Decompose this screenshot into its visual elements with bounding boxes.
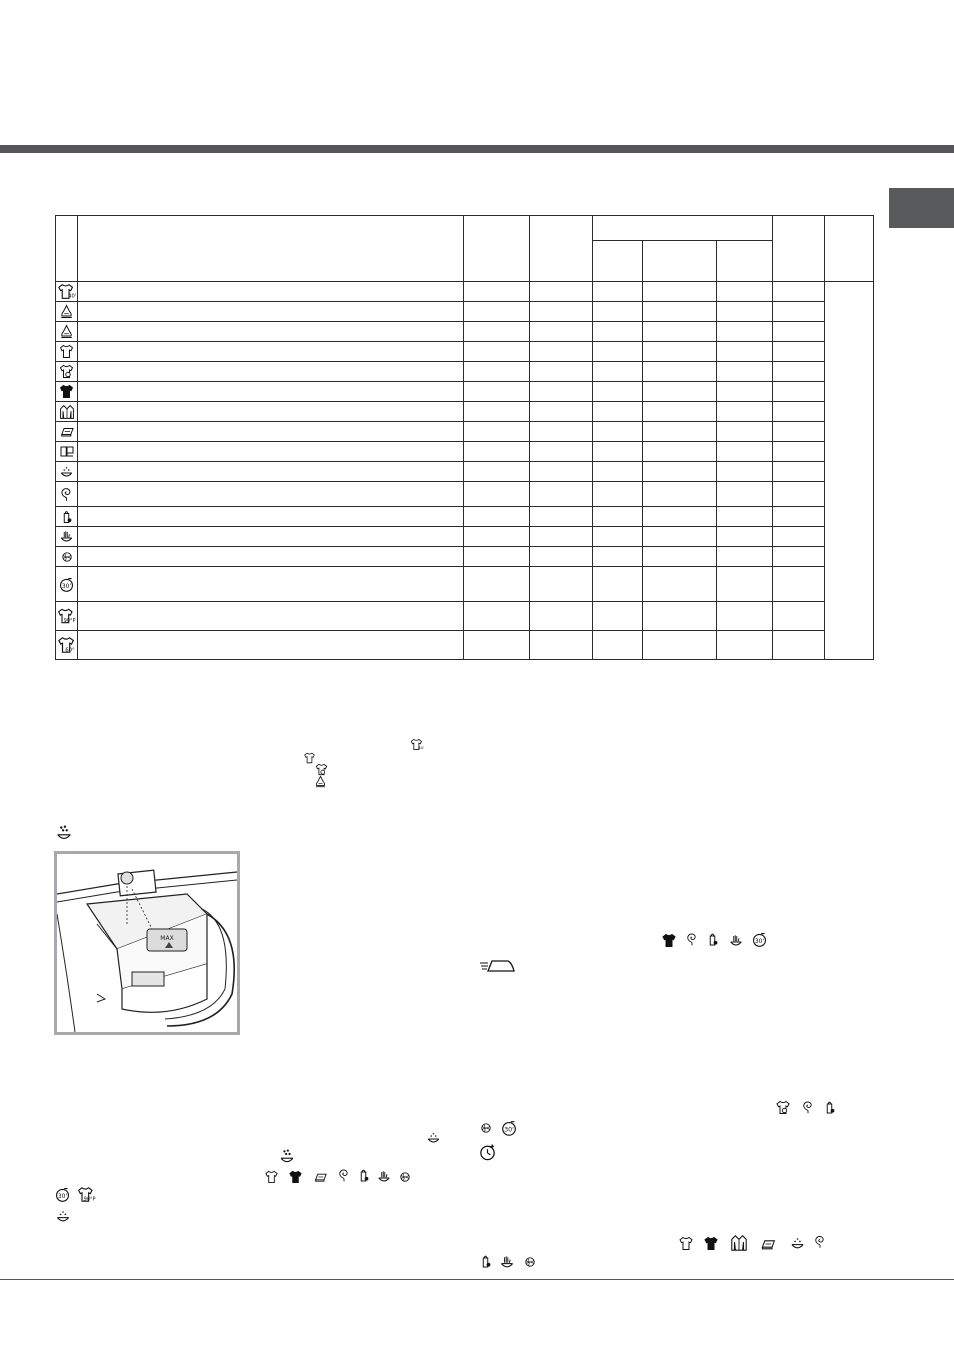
dark-shirt-icon: [661, 933, 677, 948]
express-30-icon: [54, 1186, 71, 1203]
shirt-stain-icon: [775, 1100, 791, 1115]
prewash-icon: [278, 1148, 296, 1165]
table-row: [56, 482, 874, 507]
table-header-row: [56, 216, 874, 241]
towel-icon: [56, 422, 78, 442]
hand-wash-icon: [56, 527, 78, 547]
timer-icon: [478, 1142, 497, 1162]
express-30-icon: [751, 931, 768, 948]
baby-bottle-icon: [356, 1166, 371, 1184]
rinse-icon: [56, 462, 78, 482]
header-bar: [0, 145, 954, 153]
dark-shirt-icon: [56, 382, 78, 402]
jacket-icon: [729, 1234, 749, 1252]
iron-icon: [478, 955, 518, 975]
max-label: MAX: [160, 935, 174, 942]
wool-icon: [56, 302, 78, 322]
programme-table: [55, 215, 874, 660]
rinse-icon: [789, 1235, 806, 1251]
table-row: [56, 362, 874, 382]
table-row: [56, 442, 874, 462]
cotton-90p-icon: [56, 602, 78, 631]
drawer-drawing: [57, 854, 237, 1032]
baby-bottle-icon: [822, 1098, 837, 1116]
table-row: [56, 302, 874, 322]
footer-rule: [0, 1279, 954, 1280]
table-row: [56, 547, 874, 567]
cotton-90p-icon: [77, 1186, 97, 1203]
detergent-drawer-illustration: [54, 851, 240, 1035]
dark-shirt-icon: [703, 1236, 719, 1251]
spin-icon: [56, 482, 78, 507]
table-row: [56, 602, 874, 631]
table-row: [56, 567, 874, 602]
hand-wash-icon: [728, 933, 744, 948]
wool-icon: [314, 775, 327, 788]
shirt-icon: [56, 342, 78, 362]
shirt-icon: [264, 1170, 279, 1184]
wool-icon: [56, 322, 78, 342]
table-row: [56, 402, 874, 422]
silk-ball-icon: [398, 1170, 412, 1184]
baby-bottle-icon: [478, 1252, 493, 1270]
express-30-icon: [500, 1119, 518, 1137]
spin-icon: [813, 1232, 827, 1251]
baby-bottle-icon: [56, 507, 78, 527]
jacket-icon: [56, 402, 78, 422]
silk-ball-icon: [523, 1255, 537, 1269]
silk-ball-icon: [479, 1121, 493, 1135]
table-row: [56, 422, 874, 442]
express-30-icon: [56, 567, 78, 602]
silk-ball-icon: [56, 547, 78, 567]
cotton-60-icon: [56, 631, 78, 660]
shirt-40-icon: [410, 738, 424, 751]
dark-shirt-icon: [288, 1170, 303, 1184]
spin-icon: [801, 1098, 815, 1116]
table-row: [56, 282, 874, 302]
table-row: [56, 527, 874, 547]
spin-icon: [685, 930, 699, 948]
rinse-icon: [425, 1130, 442, 1145]
shirt-icon: [678, 1236, 694, 1251]
merged-column-cell: [825, 282, 874, 660]
table-row: [56, 507, 874, 527]
hand-wash-icon: [499, 1254, 515, 1270]
rinse-icon: [54, 1208, 72, 1224]
table-row: [56, 631, 874, 660]
prewash-icon: [54, 824, 74, 842]
hand-wash-icon: [376, 1169, 392, 1184]
table-row: [56, 342, 874, 362]
table-row: [56, 462, 874, 482]
cotton-40-icon: [56, 282, 78, 302]
shirt-stain-icon: [56, 362, 78, 382]
language-tab: [889, 188, 954, 228]
spin-icon: [337, 1166, 351, 1184]
baby-bottle-icon: [705, 930, 720, 948]
table-row: [56, 382, 874, 402]
towel-icon: [312, 1170, 329, 1184]
bedding-icon: [56, 442, 78, 462]
towel-icon: [758, 1236, 778, 1252]
table-row: [56, 322, 874, 342]
